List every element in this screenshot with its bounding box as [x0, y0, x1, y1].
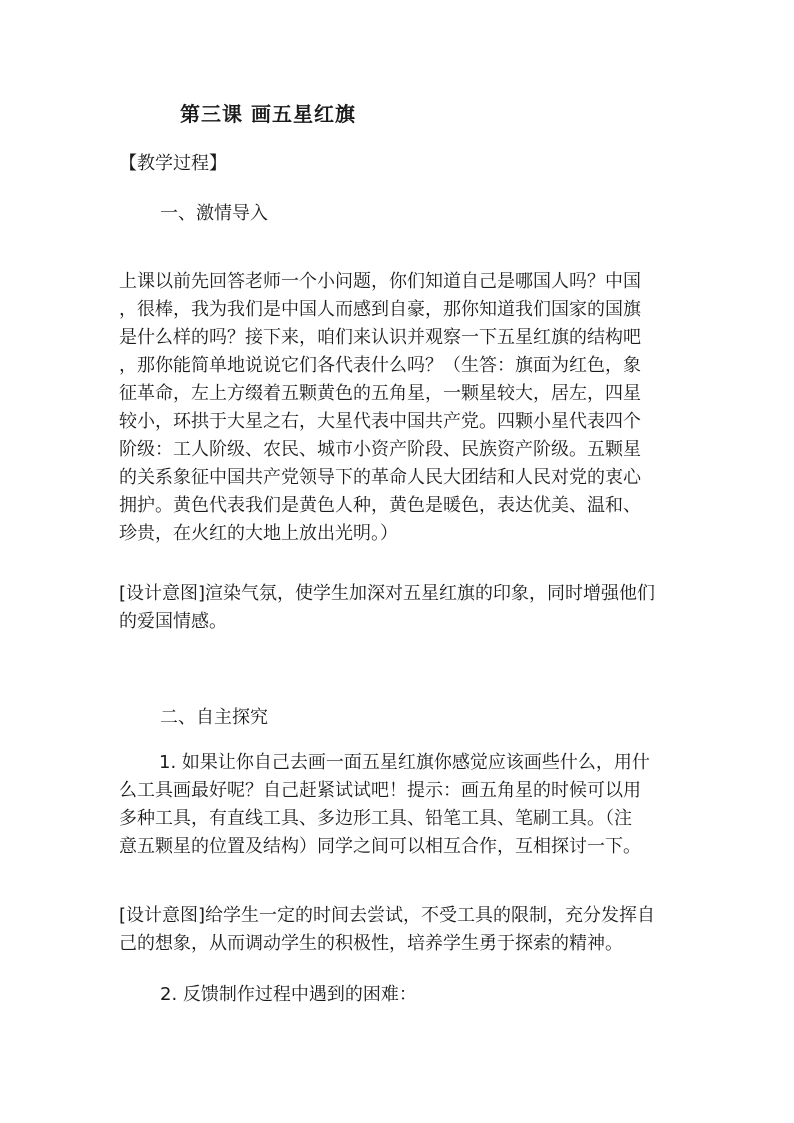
paragraph-line: 是什么样的吗？接下来，咱们来认识并观察一下五星红旗的结构吧	[119, 327, 641, 348]
paragraph-line: ，那你能简单地说说它们各代表什么吗？（生答：旗面为红色，象	[119, 355, 641, 376]
paragraph-line: [设计意图]给学生一定的时间去尝试，不受工具的限制，充分发挥自	[119, 905, 656, 926]
paragraph-line: 阶级：工人阶级、农民、城市小资产阶段、民族资产阶级。五颗星	[119, 439, 641, 460]
paragraph-line: 较小，环拱于大星之右，大星代表中国共产党。四颗小星代表四个	[119, 411, 641, 432]
paragraph-line: 征革命，左上方缀着五颗黄色的五角星，一颗星较大，居左，四星	[119, 383, 641, 404]
paragraph-line: 己的想象，从而调动学生的积极性，培养学生勇于探索的精神。	[119, 933, 623, 954]
section-2-item-1	[119, 749, 679, 861]
paragraph-line: 么工具画最好呢？自己赶紧试试吧！提示：画五角星的时候可以用	[119, 780, 641, 801]
paragraph-line: 珍贵，在火红的大地上放出光明。）	[119, 523, 398, 544]
paragraph-line: 意五颗星的位置及结构）同学之间可以相互合作，互相探讨一下。	[119, 836, 641, 857]
section-2-heading: 二、自主探究	[160, 707, 268, 728]
lesson-title: 第三课 画五星红旗	[180, 102, 356, 126]
paragraph-line: 拥护。黄色代表我们是黄色人种，黄色是暖色，表达优美、温和、	[119, 495, 641, 516]
paragraph-line: 1. 如果让你自己去画一面五星红旗你感觉应该画些什么，用什	[159, 752, 650, 773]
section-2-item-2: 2. 反馈制作过程中遇到的困难：	[160, 984, 417, 1005]
paragraph-line: 上课以前先回答老师一个小问题，你们知道自己是哪国人吗？中国	[119, 271, 641, 292]
section-2-design-intent	[119, 902, 679, 958]
paragraph-line: ，很棒，我为我们是中国人而感到自豪，那你知道我们国家的国旗	[119, 299, 641, 320]
teaching-process-heading: 【教学过程】	[119, 153, 227, 174]
paragraph-line: 的爱国情感。	[119, 611, 227, 632]
paragraph-line: 的关系象征中国共产党领导下的革命人民大团结和人民对党的衷心	[119, 467, 641, 488]
paragraph-line: [设计意图]渲染气氛，使学生加深对五星红旗的印象，同时增强他们	[119, 583, 656, 604]
section-1-design-intent	[119, 580, 679, 636]
section-1-heading: 一、激情导入	[160, 203, 268, 224]
paragraph-line: 多种工具，有直线工具、多边形工具、铅笔工具、笔刷工具。（注	[119, 808, 632, 829]
section-1-paragraph	[119, 268, 679, 548]
